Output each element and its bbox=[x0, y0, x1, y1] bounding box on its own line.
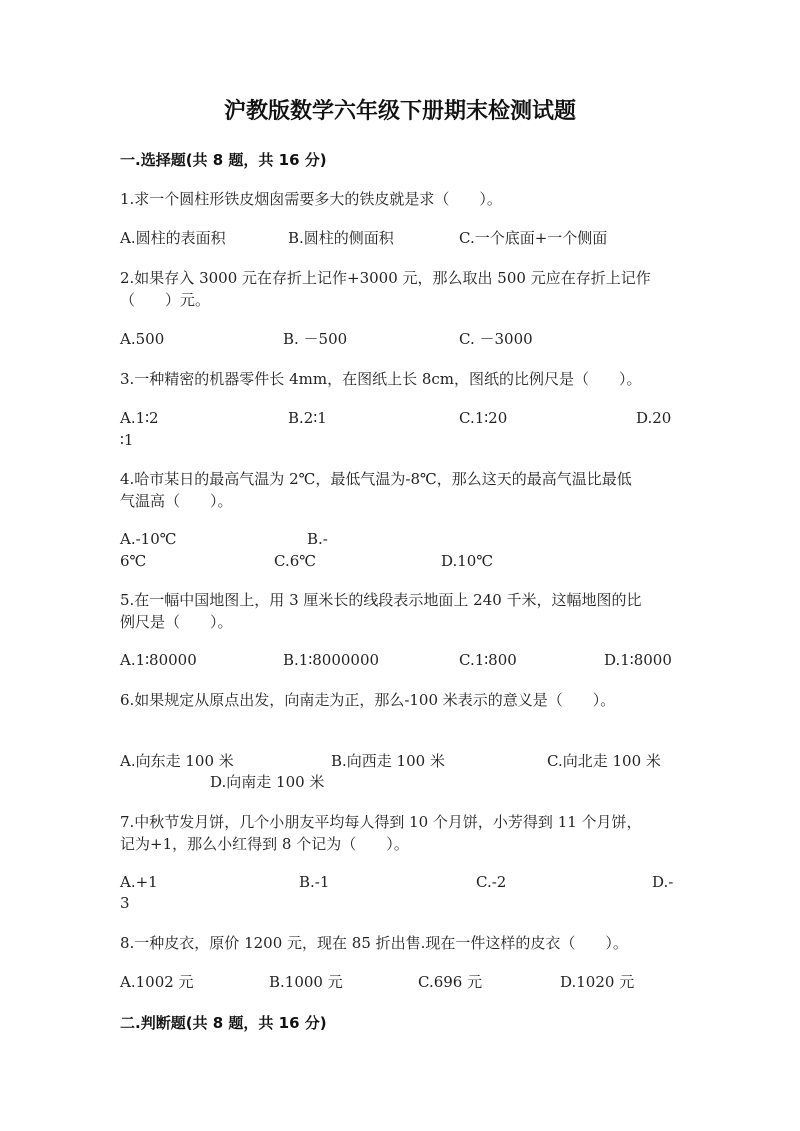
question-2-line-1: 2.如果存入 3000 元在存折上记作+3000 元，那么取出 500 元应在存折上记作 bbox=[120, 269, 651, 287]
q7-option-b: B.-1 bbox=[299, 873, 330, 891]
q3-option-a: A.1∶2 bbox=[120, 409, 159, 427]
q1-option-c: C.一个底面+一个侧面 bbox=[459, 229, 608, 247]
q8-option-b: B.1000 元 bbox=[269, 973, 343, 991]
question-6: 6.如果规定从原点出发，向南走为正，那么-100 米表示的意义是（ ）。 bbox=[120, 691, 616, 709]
question-8: 8.一种皮衣，原价 1200 元，现在 85 折出售.现在一件这样的皮衣（ ）。 bbox=[120, 934, 628, 952]
q3-option-d: D.20 bbox=[636, 409, 672, 427]
q8-option-d: D.1020 元 bbox=[560, 973, 635, 991]
section-heading-choice: 一.选择题(共 8 题，共 16 分) bbox=[120, 151, 327, 169]
question-5-line-1: 5.在一幅中国地图上，用 3 厘米长的线段表示地面上 240 千米，这幅地图的比 bbox=[120, 591, 642, 609]
q8-option-c: C.696 元 bbox=[418, 973, 483, 991]
q6-option-d: D.向南走 100 米 bbox=[210, 773, 325, 791]
q1-option-a: A.圆柱的表面积 bbox=[120, 229, 226, 247]
q5-option-d: D.1∶8000 bbox=[604, 651, 672, 669]
q5-option-a: A.1∶80000 bbox=[120, 651, 197, 669]
q7-option-d-wrap: 3 bbox=[120, 894, 130, 912]
question-7-line-1: 7.中秋节发月饼，几个小朋友平均每人得到 10 个月饼，小芳得到 11 个月饼， bbox=[120, 813, 642, 831]
question-7-line-2: 记为+1，那么小红得到 8 个记为（ ）。 bbox=[120, 835, 409, 853]
q4-option-b: B.- bbox=[307, 530, 328, 548]
q1-option-b: B.圆柱的侧面积 bbox=[288, 229, 394, 247]
question-3: 3.一种精密的机器零件长 4mm，在图纸上长 8cm，图纸的比例尺是（ ）。 bbox=[120, 370, 642, 388]
question-4-line-2: 气温高（ ）。 bbox=[120, 492, 233, 510]
page-title: 沪教版数学六年级下册期末检测试题 bbox=[223, 99, 576, 124]
question-4-line-1: 4.哈市某日的最高气温为 2℃，最低气温为-8℃，那么这天的最高气温比最低 bbox=[120, 470, 632, 488]
q5-option-c: C.1∶800 bbox=[459, 651, 517, 669]
q2-option-c: C. －3000 bbox=[459, 330, 533, 348]
q5-option-b: B.1∶8000000 bbox=[283, 651, 380, 669]
q6-option-b: B.向西走 100 米 bbox=[331, 752, 445, 770]
q3-option-d-wrap: ∶1 bbox=[120, 431, 134, 449]
q8-option-a: A.1002 元 bbox=[120, 973, 194, 991]
section-heading-judgment: 二.判断题(共 8 题，共 16 分) bbox=[120, 1014, 327, 1032]
q4-option-b-wrap: 6℃ bbox=[120, 552, 147, 570]
q4-option-c: C.6℃ bbox=[274, 552, 317, 570]
q4-option-d: D.10℃ bbox=[441, 552, 494, 570]
q7-option-d: D.- bbox=[652, 873, 674, 891]
q4-option-a: A.-10℃ bbox=[120, 530, 177, 548]
q2-option-b: B. －500 bbox=[283, 330, 348, 348]
q6-option-c: C.向北走 100 米 bbox=[547, 752, 661, 770]
q7-option-c: C.-2 bbox=[476, 873, 507, 891]
question-5-line-2: 例尺是（ ）。 bbox=[120, 613, 233, 631]
question-2-line-2: （ ）元。 bbox=[120, 291, 211, 309]
q2-option-a: A.500 bbox=[120, 330, 165, 348]
q3-option-b: B.2∶1 bbox=[288, 409, 327, 427]
question-1: 1.求一个圆柱形铁皮烟囱需要多大的铁皮就是求（ ）。 bbox=[120, 190, 502, 208]
q6-option-a: A.向东走 100 米 bbox=[120, 752, 234, 770]
q7-option-a: A.+1 bbox=[120, 873, 158, 891]
q3-option-c: C.1∶20 bbox=[459, 409, 508, 427]
